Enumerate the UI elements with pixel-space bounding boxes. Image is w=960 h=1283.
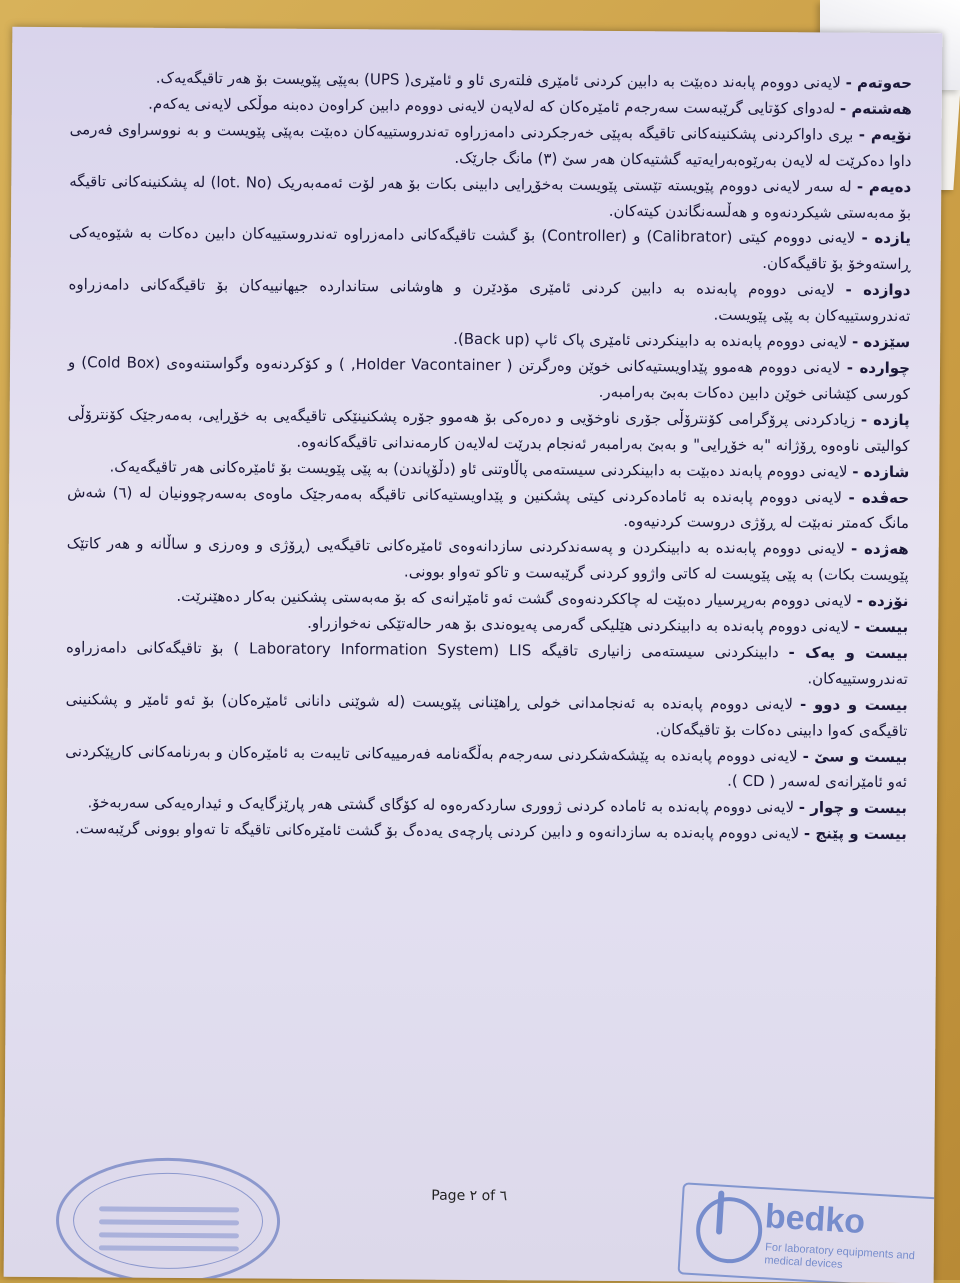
clause-text: لایەنی دووەم پابەند دەبێت بە دابین کردنی ئامێری فلتەری ئاو و ئامێری( UPS) بەپێی پێویست بۆ هەر تاقیگەیەک. <box>155 68 841 92</box>
clause-paragraph <box>68 350 910 408</box>
clause-text: لایەنی دووەم پابەندە بە ئەنجامدانی خولی ڕاهێنانی پێویست (لە شوێنی دانانی ئامێرەکان) بۆ ئەو ئامێر و پشکنینی تاقیگەی کەوا دابینی دەکات بۆ تاقیگەکان. <box>65 689 908 740</box>
clause-text: بڕی داواکردنی پشکنینەکانی تاقیگە بەپێی خەرجکردنی دامەزراوە تەندروستییەکان دەبێت بەپێی پێویست و بە نووسراوی فەرمی داوا دەکرێت لە لایەن بەرێوەبەرایەتیە گشتیەکان هەر سێ (٣) مانگ جارێک. <box>69 119 912 170</box>
clause-text: لایەنی دووەم پابەندە بە دابین کردنی ئامێری مۆدێرن و هاوشانی ستانداردە جیهانییەکان بۆ تاقیگەکانی دامەزراوە تەندروستییەکان بە پێی پێویست. <box>68 275 911 326</box>
clause-text: لایەنی دووەم هەموو پێداویستیەکانی خوێن وەرگرتن ( Holder Vacontainer, ) و کۆکردنەوە وگواستنەوەی (Cold Box) و کورسی کێشانی خوێن دابین دەکات بەبێ بەرامبەر. <box>67 353 910 403</box>
clause-text: لایەنی دووەم پابەندە بە دابینکردنی ئامێری پاک ئاپ (Back up). <box>453 329 848 351</box>
clause-label: بیست و سێ - <box>802 746 908 766</box>
clause-paragraph <box>65 739 907 797</box>
clause-label: بیست و چوار - <box>798 798 908 818</box>
clause-text: لایەنی دووەم پابەندە بە پێشکەشکردنی سەرجەم بەڵگەنامە فەرمییەکانی تایبەت بە ئامێرەکان و بەرنامەکانی کارپێکردنی ئەو ئامێرانەی لەسەر ( CD ). <box>65 741 908 792</box>
document-body <box>65 65 912 848</box>
clause-text: لایەنی دووەم پابەند دەبێت بە دابینکردنی سیستەمی پاڵاوتنی ئاو (دڵۆپاندن) بە پێی پێویست بۆ ئامێرەکانی هەر تاقیگەیەک. <box>109 457 848 481</box>
clause-label: یازدە - <box>861 229 911 248</box>
clause-label: بیست و پێنج - <box>803 824 907 844</box>
clause-paragraph <box>69 117 911 175</box>
page-number: Page ٢ of ٦ <box>431 1187 508 1205</box>
round-stamp <box>56 1157 281 1283</box>
clause-text: دابینکردنی سیستەمی زانیاری تاقیگە Laboratory Information System) LIS ) بۆ تاقیگەکانی دامەزراوە تەندروستییەکان. <box>65 638 908 688</box>
company-logo-stamp <box>677 1182 942 1283</box>
clause-label: نۆیەم - <box>858 125 912 144</box>
clause-paragraph <box>65 687 907 745</box>
logo-b-icon <box>694 1195 764 1265</box>
clause-label: حەوتەم - <box>845 73 913 93</box>
clause-text: لایەنی دووەم پابەندە بە سازدانەوە و دابین کردنی پارچەی یەدەگ بۆ گشت ئامێرەکانی تاقیگە تا تەواو بوونی گرێبەست. <box>74 819 800 843</box>
clause-label: چواردە - <box>846 358 911 378</box>
round-stamp-text-lines <box>99 1198 239 1259</box>
clause-label: حەڤدە - <box>848 488 910 507</box>
clause-label: بیست و دوو - <box>800 695 908 714</box>
clause-paragraph <box>68 272 910 330</box>
clause-paragraph <box>67 402 909 460</box>
clause-text: لایەنی دووەم کیتی (Calibrator) و (Controller) بۆ گشت تاقیگەکانی دامەزراوە تەندروستییەکان دابین دەکات بە شێوەیەکی ڕاستەوخۆ بۆ تاقیگەکان. <box>68 223 911 274</box>
clause-label: نۆزدە - <box>856 591 909 611</box>
clause-label: هەژدە - <box>851 539 909 559</box>
clause-text: لایەنی دووەم پابەندە بە ئامادەکردنی کیتی پشکنین و پێداویستیەکانی تاقیگە بەمەرجێک ماوەی بەسەرچوونیان لە (٦) شەش مانگ کەمتر نەبێت لە ڕۆژی دروست کردنیەوە. <box>67 482 909 533</box>
clause-label: سێزدە - <box>851 332 911 352</box>
clause-paragraph <box>66 635 908 693</box>
clause-text: زیادکردنی پرۆگرامی کۆنترۆڵی جۆری ناوخۆیی و دەرەکی بۆ هەموو جۆرە پشکنینێکی تاقیگەیی بە خۆڕایی، بەمەرجێک کۆنترۆڵی کوالیتی ناوەوە ڕۆژانە "بە خۆڕایی" و بەبێ بەرامبەر ئەنجام بدرێت لەلایەن کارمەندانی تاقیگەکانەوە. <box>67 404 910 455</box>
clause-text: لە سەر لایەنی دووەم پێویستە تێستی پێویست بەخۆڕایی دابینی بکات بۆ هەر لۆت ئەمەبەریک (lot. No) لە پشکنینەکانی تاقیگە بۆ مەبەستی شیکردنەوە و هەڵسەنگاندن کیتەکان. <box>69 171 912 222</box>
document-page <box>4 27 943 1283</box>
clause-label: هەشتەم - <box>839 99 912 118</box>
clause-paragraph <box>69 221 911 279</box>
clause-label: بیست و یەک - <box>788 643 909 662</box>
logo-tagline: For laboratory equipments and medical devices <box>764 1241 916 1271</box>
clause-paragraph <box>69 169 911 227</box>
clause-label: بیست - <box>853 617 909 637</box>
clause-text: لایەنی دووەم پابەندە بە ئامادە کردنی ژووری ساردکەرەوە لە کۆگای گشتی هەر پارێزگایەک و ئیدارەیەکی سەربەخۆ. <box>87 793 795 817</box>
clause-label: پازدە - <box>860 410 910 429</box>
clause-paragraph <box>66 531 908 589</box>
clause-paragraph <box>65 816 907 848</box>
clause-text: لایەنی دووەم بەرپرسیار دەبێت لە چاککردنەوەی گشت ئەو ئامێرانەی کە بۆ مەبەستی پشکنین بەکار دەهێنرێت. <box>176 587 852 610</box>
clause-label: شازدە - <box>852 462 910 481</box>
clause-label: دوازدە - <box>845 280 911 300</box>
logo-name: bedko <box>763 1197 867 1242</box>
clause-text: لەدوای کۆتایی گرێبەست سەرجەم ئامێرەکان کە لەلایەن لایەنی دووەم دابین کراوەن دەبنە موڵکی لایەنی یەکەم. <box>148 94 836 118</box>
clause-label: دەیەم - <box>856 177 912 196</box>
clause-text: لایەنی دووەم پابەندە بە دابینکردنی هێلیکی گەرمی پەیوەندی بۆ هەر حالەتێکی نەخوازراو. <box>307 613 850 636</box>
clause-text: لایەنی دووەم پابەندە بە دابینکردن و پەسەندکردنی سازدانەوەی ئامێرەکانی تاقیگەیی (ڕۆژی و وەرزی و ساڵانە و هەر کاتێک پێویست بکات) بە پێی پێویست لە کاتی واژوو کردنی گرێبەست و تاکو تەواو بوونی. <box>66 534 909 585</box>
clause-paragraph <box>67 480 909 538</box>
